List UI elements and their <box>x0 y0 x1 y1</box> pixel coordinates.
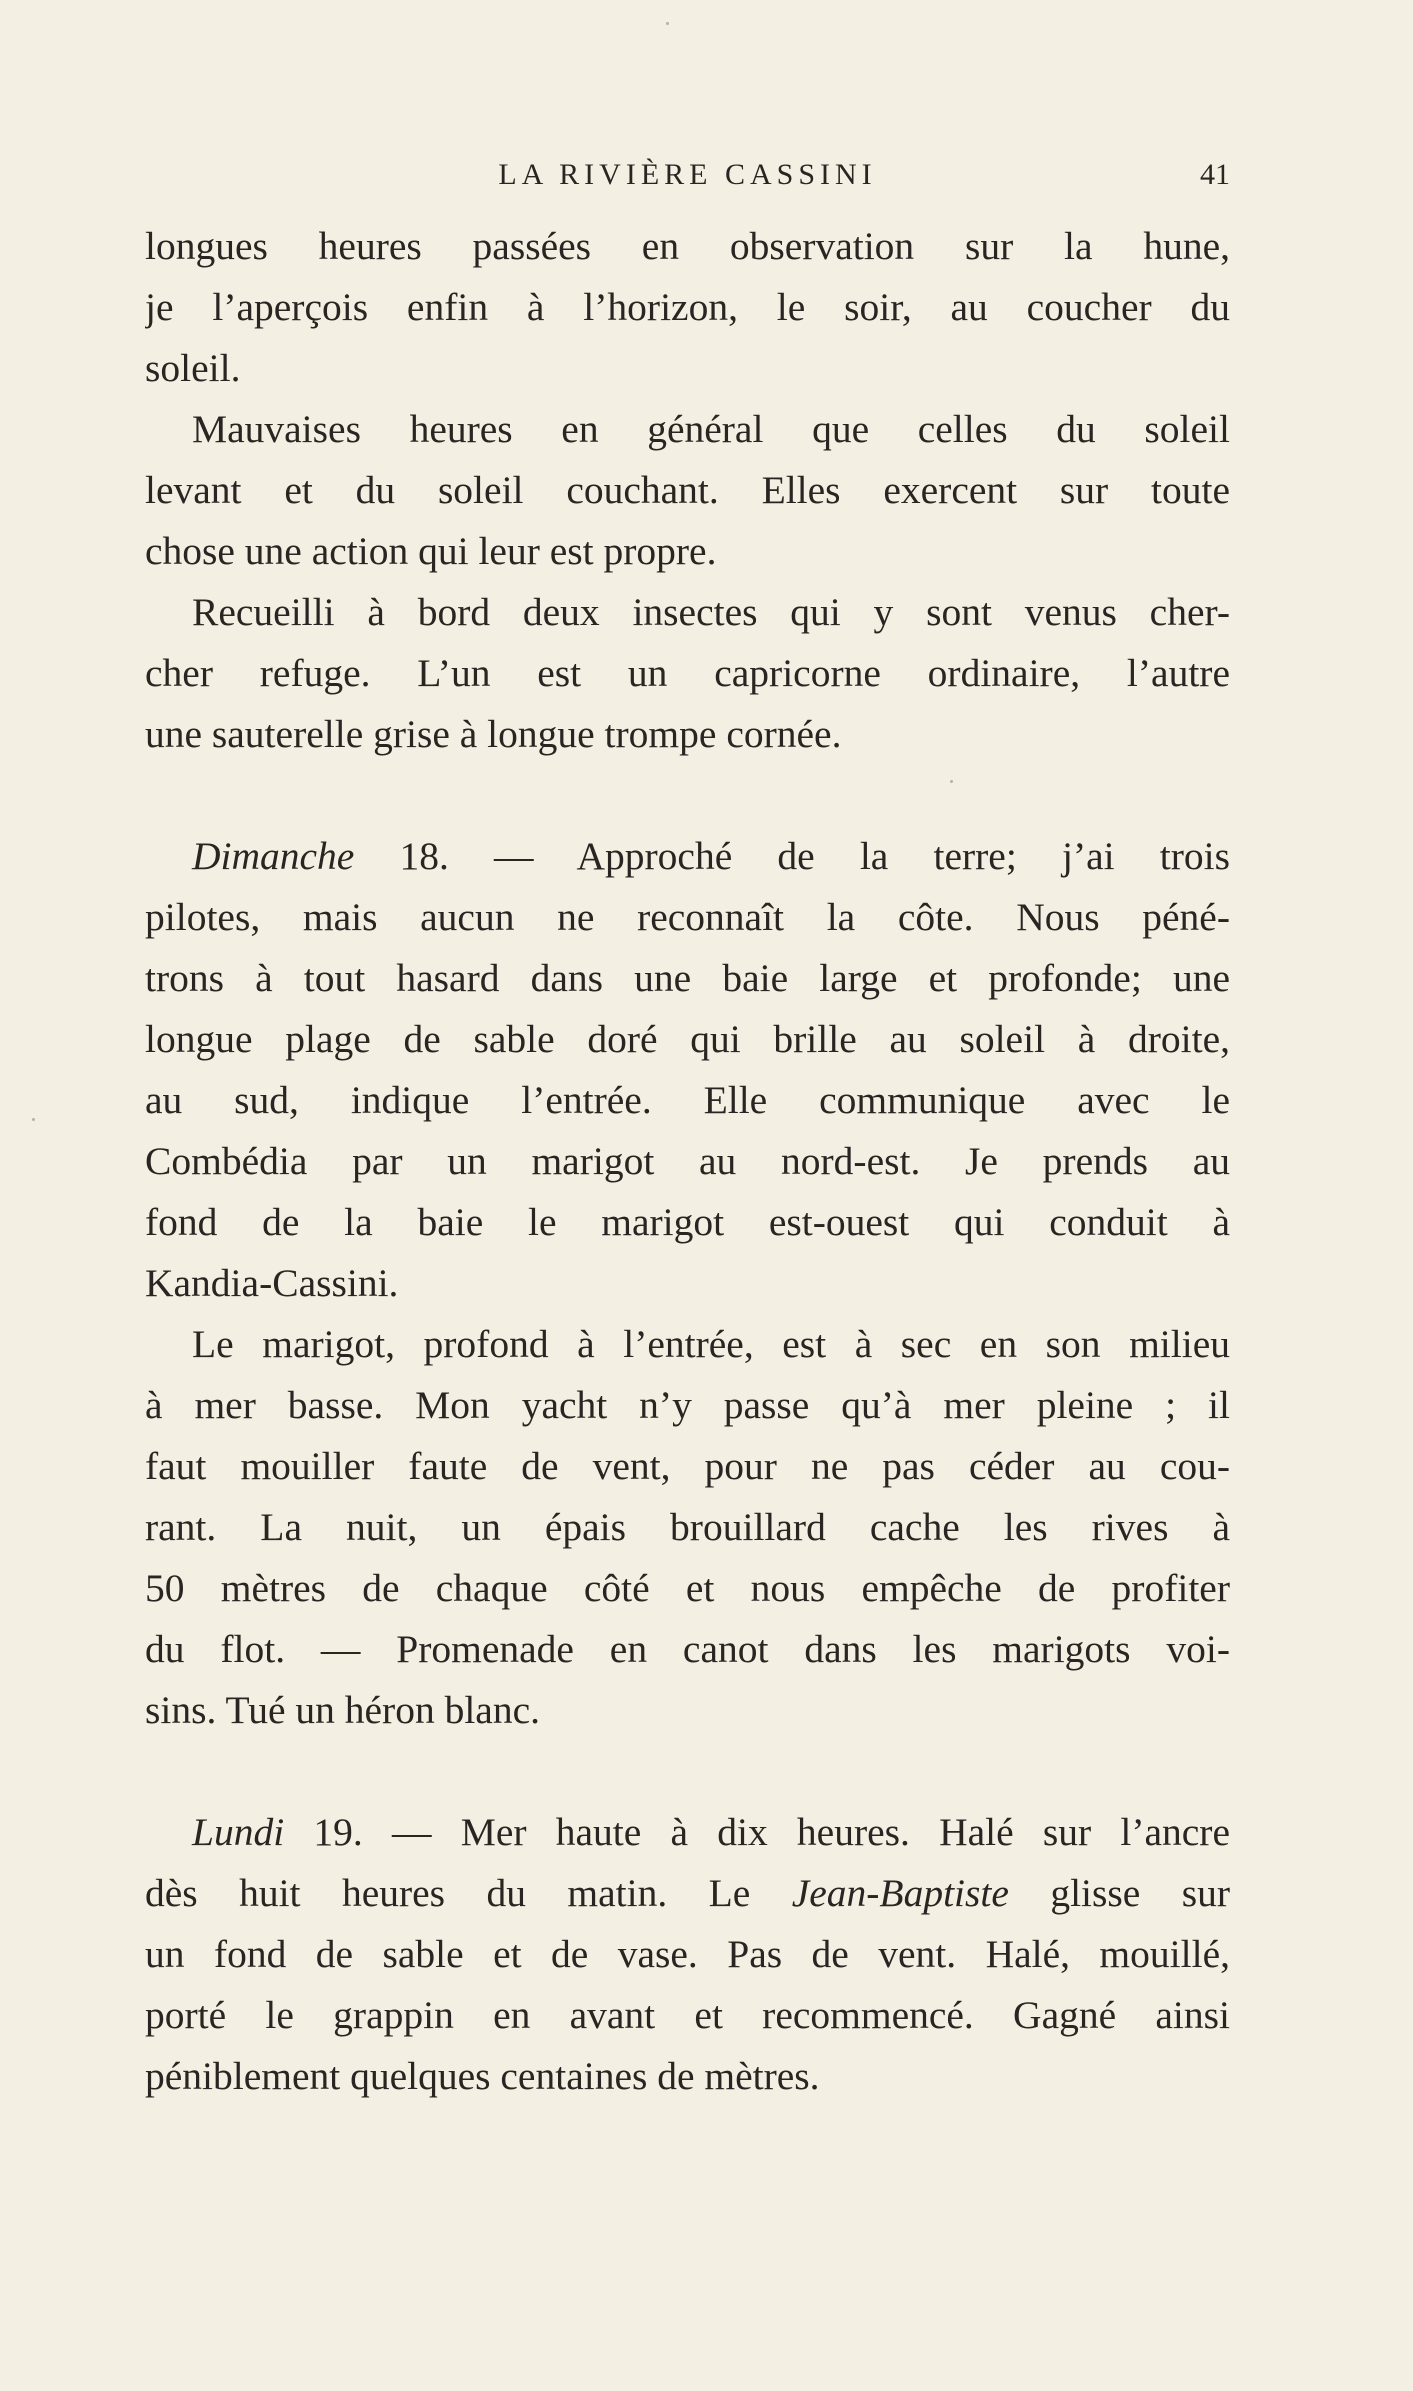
paragraph-3 <box>145 582 1230 765</box>
line-text: 18. — Approché de la terre; j’ai trois <box>354 834 1230 878</box>
paragraph-2 <box>145 399 1230 582</box>
text-line: Combédia par un marigot au nord-est. Je prends au <box>145 1139 1230 1183</box>
text-line: Recueilli à bord deux insectes qui y sont venus cher- <box>192 590 1230 634</box>
text-line: une sauterelle grise à longue trompe cornée. <box>145 712 842 756</box>
day-label: Lundi <box>192 1810 285 1854</box>
section-gap <box>145 765 1230 826</box>
day-label: Dimanche <box>192 834 355 878</box>
entry-lundi <box>145 1802 1230 2107</box>
text-line: du flot. — Promenade en canot dans les marigots voi- <box>145 1627 1230 1671</box>
line-text: dès huit heures du matin. Le <box>145 1871 792 1915</box>
text-line: un fond de sable et de vase. Pas de vent. Halé, mouillé, <box>145 1932 1230 1976</box>
text-line: Kandia-Cassini. <box>145 1261 399 1305</box>
text-line: porté le grappin en avant et recommencé. Gagné ainsi <box>145 1993 1230 2037</box>
paragraph-marigot <box>145 1314 1230 1741</box>
ship-name: Jean-Baptiste <box>791 1871 1009 1915</box>
paragraph-1 <box>145 216 1230 399</box>
body-text <box>145 216 1230 2107</box>
text-line <box>145 1863 1230 1924</box>
text-line: trons à tout hasard dans une baie large et profonde; une <box>145 956 1230 1000</box>
text-line: fond de la baie le marigot est-ouest qui conduit à <box>145 1200 1230 1244</box>
paper-speck <box>950 780 953 783</box>
text-line: à mer basse. Mon yacht n’y passe qu’à mer pleine ; il <box>145 1383 1230 1427</box>
line-text: 19. — Mer haute à dix heures. Halé sur l’ancre <box>284 1810 1230 1854</box>
text-line: je l’aperçois enfin à l’horizon, le soir, au coucher du <box>145 285 1230 329</box>
text-line: soleil. <box>145 346 241 390</box>
text-line: levant et du soleil couchant. Elles exercent sur toute <box>145 468 1230 512</box>
text-line: sins. Tué un héron blanc. <box>145 1688 540 1732</box>
text-line <box>145 1802 1230 1863</box>
text-line: 50 mètres de chaque côté et nous empêche de profiter <box>145 1566 1230 1610</box>
text-line: chose une action qui leur est propre. <box>145 529 717 573</box>
running-title: LA RIVIÈRE CASSINI <box>498 158 877 191</box>
text-line: longues heures passées en observation sur la hune, <box>145 224 1230 268</box>
text-line: Mauvaises heures en général que celles du soleil <box>192 407 1230 451</box>
paper-speck <box>666 22 669 25</box>
text-line: pilotes, mais aucun ne reconnaît la côte. Nous péné- <box>145 895 1230 939</box>
text-line: Le marigot, profond à l’entrée, est à sec en son milieu <box>192 1322 1230 1366</box>
paper-speck <box>32 1118 35 1121</box>
text-line: cher refuge. L’un est un capricorne ordinaire, l’autre <box>145 651 1230 695</box>
text-line: rant. La nuit, un épais brouillard cache les rives à <box>145 1505 1230 1549</box>
page-number: 41 <box>1200 158 1230 191</box>
text-line: au sud, indique l’entrée. Elle communique avec le <box>145 1078 1230 1122</box>
page-header <box>145 150 1230 200</box>
text-line <box>145 826 1230 887</box>
section-gap <box>145 1741 1230 1802</box>
line-text: glisse sur <box>1008 1871 1230 1915</box>
text-line: longue plage de sable doré qui brille au soleil à droite, <box>145 1017 1230 1061</box>
text-line: péniblement quelques centaines de mètres. <box>145 2054 820 2098</box>
text-line: faut mouiller faute de vent, pour ne pas céder au cou- <box>145 1444 1230 1488</box>
entry-dimanche <box>145 826 1230 1314</box>
